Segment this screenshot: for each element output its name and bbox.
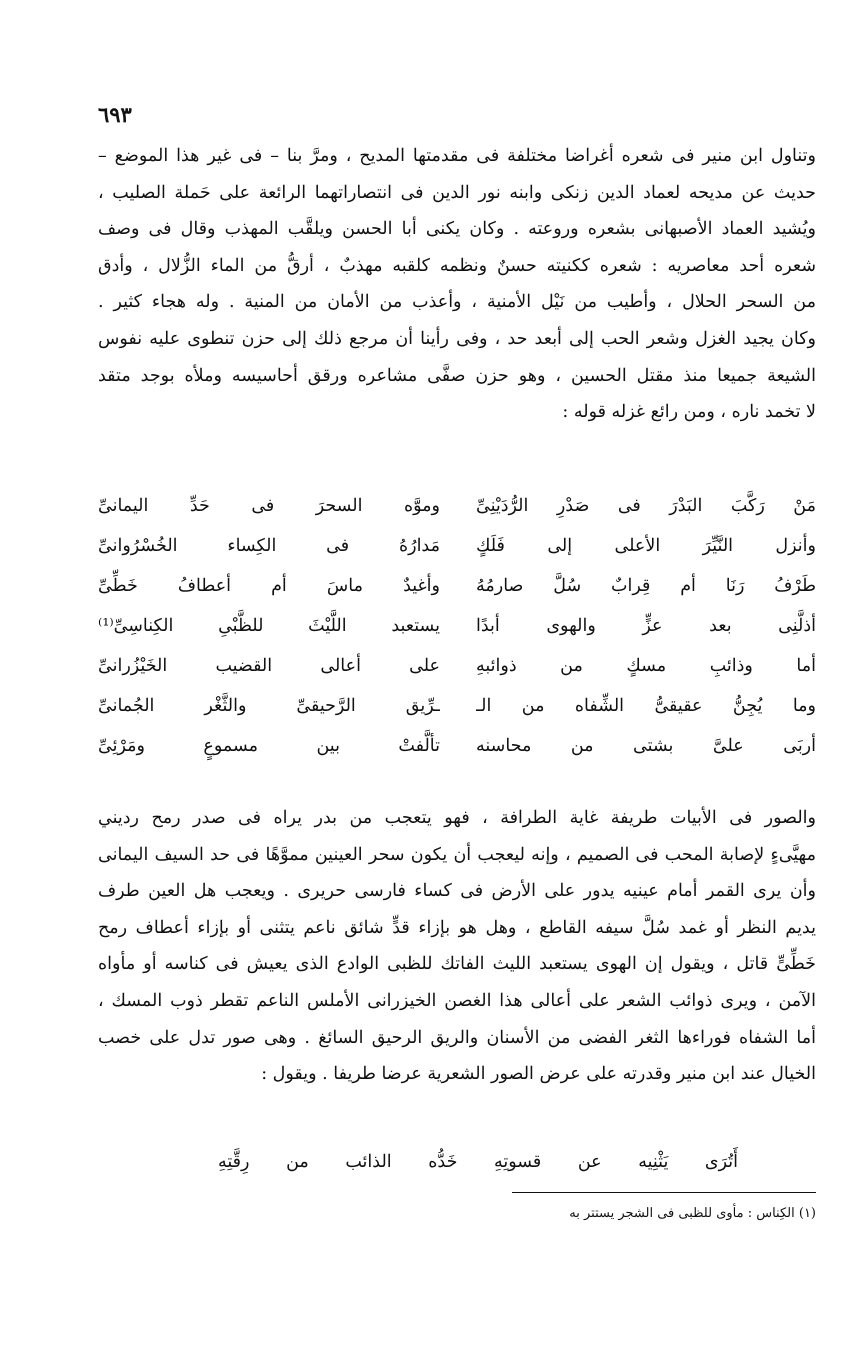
text-line: الخيال عند ابن منير وقدرته على عرض الصور الشعرية عرضا طريفا . ويقول : xyxy=(261,1064,816,1085)
page-number: ٦٩٣ xyxy=(98,102,132,127)
poem-verse xyxy=(98,726,816,766)
verse-second-hemistich: يستعبد اللَّيْثَ للظَّبْىِ الكِناسِىِّ⁽¹⁾ xyxy=(98,616,440,636)
poem-verse xyxy=(98,566,816,606)
text-line: حديث عن مديحه لعماد الدين زنكى وابنه نور الدين فى انتصاراتهما الرائعة على حَملة الصليب ، xyxy=(98,182,816,203)
text-line: لا تخمد ناره ، ومن رائع غزله قوله : xyxy=(562,402,816,423)
text-line: والصور فى الأبيات طريفة غاية الطرافة ، فهو يتعجب من بدر يراه فى صدر رمح رديني xyxy=(98,808,816,828)
poem-verse xyxy=(98,606,816,646)
text-line: الآمن ، ويرى ذوائب الشعر على أعالى هذا الغصن الخيزرانى الأملس الناعم تقطر ذوب المسك ، xyxy=(98,990,816,1011)
verse-first-hemistich: وما يُجِنُّ عقيقىُّ الشِّفاه من الـ xyxy=(476,696,816,716)
text-line: شعره أحد معاصريه : شعره ككنيته حسنٌ ونظمه كلقبه مهذبٌ ، أرقُّ من الماء الزُّلال ، وأدق xyxy=(98,255,816,276)
verse-first-hemistich: أما وذائبِ مسكٍ من ذوائبهِ xyxy=(476,656,816,676)
poem-verse xyxy=(98,686,816,726)
verse-first-hemistich: وأنزل النَّيِّرَ الأعلى إلى فَلَكٍ xyxy=(476,536,816,556)
text-line: وأن يرى القمر أمام عينيه يدور على الأرض فى كساء فارسى حريرى . ويعجب هل العين طرف xyxy=(98,881,816,902)
poem xyxy=(98,486,816,766)
analysis-paragraph xyxy=(98,800,816,1093)
verse-second-hemistich: على أعالى القضيب الخَيْزُرانىِّ xyxy=(98,656,440,676)
intro-paragraph xyxy=(98,138,816,431)
text-line: ويُشيد العماد الأصبهانى بشعره وروعته . وكان يكنى أبا الحسن ويلقَّب المهذب وقال فى وصف xyxy=(98,219,816,240)
text-line: يديم النظر أو غمد سُلَّ سيفه القاطع ، وهل هو بإزاء قدٍّ شائق ناعم يتثنى أو بإزاء أعطاف رمح xyxy=(98,917,816,938)
text-line: مهيَّىءٍ لإصابة المحب فى الصميم ، وإنه ليعجب أن يكون سحر العينين مموَّهًا فى حد السيف اليمانى xyxy=(98,844,816,865)
verse-first-hemistich: أذلَّنِى بعد عزٍّ والهوى أبدًا xyxy=(476,616,816,636)
text-line: وكان يجيد الغزل وشعر الحب إلى أبعد حد ، وفى رأينا أن مرجع ذلك إلى حزن تنطوى عليه نفوس xyxy=(98,328,816,349)
verse-second-hemistich: وموَّه السحرَ فى حَدِّ اليمانىِّ xyxy=(98,496,440,516)
closing-verse: أَتُرَى يَثْنِيه عن قسوتِهِ خَدُّه الذائب من رِقَّتِهِ xyxy=(218,1152,738,1172)
footnote: (١) الكِناس : مأوى للظبى فى الشجر يستتر به xyxy=(569,1206,816,1221)
verse-first-hemistich: أربَى علىَّ بشتى من محاسنه xyxy=(476,736,816,756)
text-line: خَطِّىٍّ قاتل ، ويقول إن الهوى يستعبد الليث الفاتك للظبى الوادع الذى يعيش فى كناسه أو مأواه xyxy=(98,954,816,975)
text-line: الشيعة جميعا منذ مقتل الحسين ، وهو حزن صفَّى مشاعره ورقق أحاسيسه وملأه بوجد متقد xyxy=(98,365,816,386)
poem-verse xyxy=(98,526,816,566)
verse-second-hemistich: مَدارُهُ فى الكِساء الخُسْرُوانىِّ xyxy=(98,536,440,556)
poem-verse xyxy=(98,486,816,526)
verse-first-hemistich: مَنْ رَكَّبَ البَدْرَ فى صَدْرِ الرُّدَيْنِىِّ xyxy=(476,496,816,516)
poem-verse xyxy=(98,646,816,686)
footnote-divider xyxy=(512,1192,816,1193)
text-line: أما الشفاه فوراءها الثغر الفضى من الأسنان والريق الرحيق السائغ . وهى صور تدل على خصب xyxy=(98,1027,816,1048)
verse-second-hemistich: ـرِّيق الرَّحيقىِّ والثَّغْر الجُمانىِّ xyxy=(98,696,440,716)
verse-second-hemistich: تألَّفتْ بين مسموعٍ ومَرْئِىِّ xyxy=(98,736,440,756)
text-line: من السحر الحلال ، وأطيب من نَيْل الأمنية ، وأعذب من الأمان من المنية . وله هجاء كثير . xyxy=(98,292,816,313)
verse-first-hemistich: طَرْفُ رَنَا أم قِرابٌ سُلَّ صارمُهُ xyxy=(476,576,816,596)
text-line: وتناول ابن منير فى شعره أغراضا مختلفة فى مقدمتها المديح ، ومرَّ بنا – فى غير هذا الموضع – xyxy=(98,146,816,166)
verse-second-hemistich: وأغيدٌ ماسَ أم أعطافُ خَطِّىِّ xyxy=(98,576,440,596)
